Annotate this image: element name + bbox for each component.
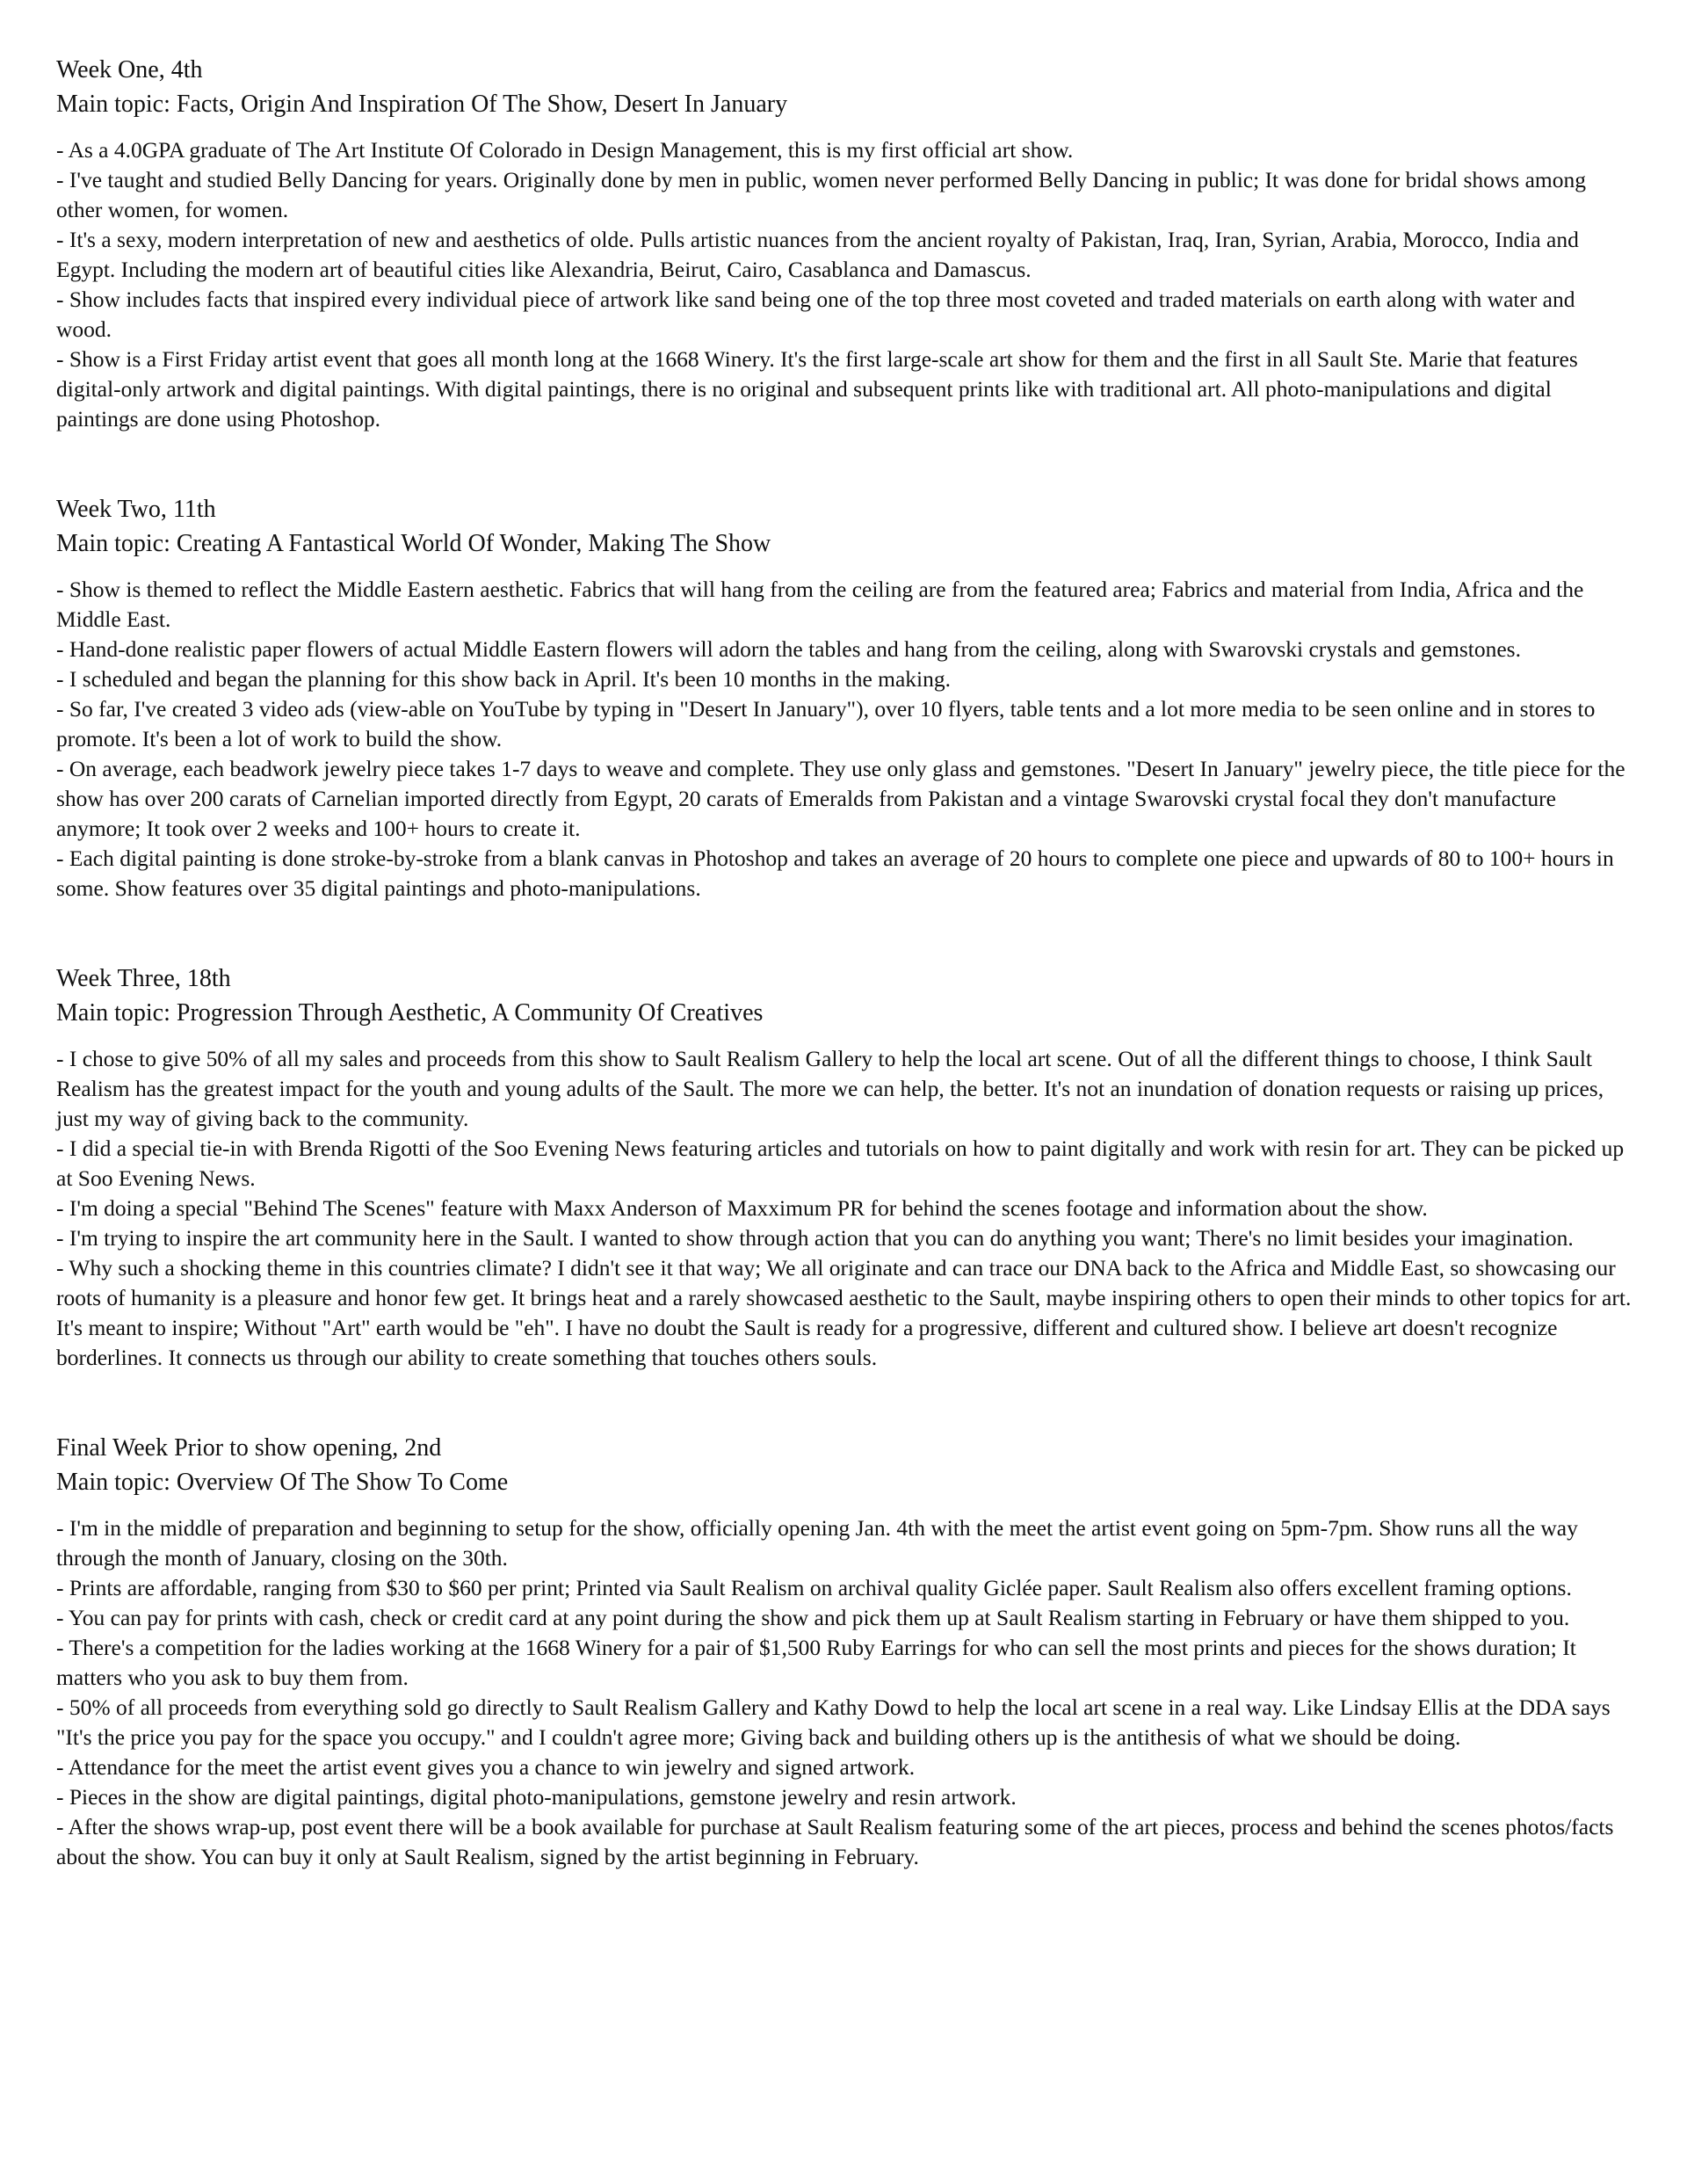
bullet-item: - There's a competition for the ladies working at the 1668 Winery for a pair of $1,500 Ruby Earrings for who can sell the most prints and pieces for the shows duration; It matters who you ask to buy them from. [56,1635,1576,1690]
bullet-item: - It's a sexy, modern interpretation of new and aesthetics of olde. Pulls artistic nuances from the ancient royalty of Pakistan, Iraq, Iran, Syrian, Arabia, Morocco, India and Egypt. Including the modern art of beautiful cities like Alexandria, Beirut, Cairo, Casablanca and Damascus. [56,227,1579,282]
bullet-item: - Show includes facts that inspired every individual piece of artwork like sand being one of the top three most coveted and traded materials on earth along with water and wood. [56,287,1575,342]
bullet-item: - Show is themed to reflect the Middle Eastern aesthetic. Fabrics that will hang from the ceiling are from the featured area; Fabrics and material from India, Africa and the Middle East. [56,577,1584,632]
bullet-item: - Why such a shocking theme in this countries climate? I didn't see it that way; We all originate and can trace our DNA back to the Africa and Middle East, so showcasing our roots of humanity is a pleasure and honor few get. It brings heat and a rarely showcased aesthetic to the Sault, maybe inspiring others to open their minds to other topics for art. It's meant to inspire; Without "Art" earth would be "eh". I have no doubt the Sault is ready for a progressive, different and cultured show. I believe art doesn't recognize borderlines. It connects us through our ability to create something that touches others souls. [56,1255,1632,1370]
bullet-item: - I did a special tie-in with Brenda Rigotti of the Soo Evening News featuring articles and tutorials on how to paint digitally and work with resin for art. They can be picked up at Soo Evening News. [56,1136,1625,1191]
bullet-item: - Pieces in the show are digital paintings, digital photo-manipulations, gemstone jewelry and resin artwork. [56,1784,1017,1810]
section-week-one [56,53,1634,434]
week-heading: Week Two, 11th [56,496,216,523]
main-topic: Main topic: Creating A Fantastical World Of Wonder, Making The Show [56,530,771,557]
bullet-item: - I scheduled and began the planning for this show back in April. It's been 10 months in the making. [56,666,952,692]
week-heading: Final Week Prior to show opening, 2nd [56,1434,442,1462]
bullet-list [56,575,1634,903]
bullet-list [56,135,1634,434]
bullet-item: - As a 4.0GPA graduate of The Art Institute Of Colorado in Design Management, this is my first official art show. [56,137,1074,163]
bullet-item: - Each digital painting is done stroke-by-stroke from a blank canvas in Photoshop and takes an average of 20 hours to complete one piece and upwards of 80 to 100+ hours in some. Show features over 35 digital paintings and photo-manipulations. [56,845,1614,901]
bullet-item: - I chose to give 50% of all my sales and proceeds from this show to Sault Realism Gallery to help the local art scene. Out of all the different things to choose, I think Sault Realism has the greatest impact for the youth and young adults of the Sault. The more we can help, the better. It's not an inundation of donation requests or raising up prices, just my way of giving back to the community. [56,1046,1604,1131]
bullet-item: - I'm trying to inspire the art community here in the Sault. I wanted to show through action that you can do anything you want; There's no limit besides your imagination. [56,1225,1574,1251]
bullet-item: - On average, each beadwork jewelry piece takes 1-7 days to weave and complete. They use only glass and gemstones. "Desert In January" jewelry piece, the title piece for the show has over 200 carats of Carnelian imported directly from Egypt, 20 carats of Emeralds from Pakistan and a vintage Swarovski crystal focal they don't manufacture anymore; It took over 2 weeks and 100+ hours to create it. [56,756,1625,841]
bullet-item: - After the shows wrap-up, post event there will be a book available for purchase at Sault Realism featuring some of the art pieces, process and behind the scenes photos/facts about the show. You can buy it only at Sault Realism, signed by the artist beginning in February. [56,1814,1614,1869]
bullet-item: - Hand-done realistic paper flowers of actual Middle Eastern flowers will adorn the tables and hang from the ceiling, along with Swarovski crystals and gemstones. [56,636,1521,662]
bullet-item: - 50% of all proceeds from everything sold go directly to Sault Realism Gallery and Kathy Dowd to help the local art scene in a real way. Like Lindsay Ellis at the DDA says "It's the price you pay for the space you occupy." and I couldn't agree more; Giving back and building others up is the antithesis of what we should be doing. [56,1694,1611,1750]
bullet-item: - You can pay for prints with cash, check or credit card at any point during the show and pick them up at Sault Realism starting in February or have them shipped to you. [56,1605,1570,1630]
week-heading: Week Three, 18th [56,965,231,992]
bullet-item: - Show is a First Friday artist event that goes all month long at the 1668 Winery. It's the first large-scale art show for them and the first in all Sault Ste. Marie that features digital-only artwork and digital paintings. With digital paintings, there is no original and subsequent prints like with traditional art. All photo-manipulations and digital paintings are done using Photoshop. [56,346,1578,432]
section-final-week [56,1431,1634,1872]
main-topic: Main topic: Facts, Origin And Inspiration Of The Show, Desert In January [56,91,788,118]
section-week-three [56,961,1634,1373]
bullet-item: - So far, I've created 3 video ads (view-able on YouTube by typing in "Desert In January"), over 10 flyers, table tents and a lot more media to be seen online and in stores to promote. It's been a lot of work to build the show. [56,696,1596,751]
bullet-list [56,1513,1634,1872]
week-heading: Week One, 4th [56,56,203,83]
main-topic: Main topic: Progression Through Aesthetic, A Community Of Creatives [56,999,764,1027]
bullet-item: - I've taught and studied Belly Dancing for years. Originally done by men in public, women never performed Belly Dancing in public; It was done for bridal shows among other women, for women. [56,167,1586,222]
bullet-item: - I'm in the middle of preparation and beginning to setup for the show, officially opening Jan. 4th with the meet the artist event going on 5pm-7pm. Show runs all the way through the month of January, closing on the 30th. [56,1515,1578,1571]
document-page [56,53,1634,1872]
bullet-item: - Attendance for the meet the artist event gives you a chance to win jewelry and signed artwork. [56,1754,916,1780]
main-topic: Main topic: Overview Of The Show To Come [56,1469,509,1496]
bullet-list [56,1044,1634,1373]
section-week-two [56,492,1634,903]
bullet-item: - Prints are affordable, ranging from $30 to $60 per print; Printed via Sault Realism on archival quality Giclée paper. Sault Realism also offers excellent framing options. [56,1575,1572,1600]
bullet-item: - I'm doing a special "Behind The Scenes" feature with Maxx Anderson of Maxximum PR for behind the scenes footage and information about the show. [56,1195,1428,1221]
